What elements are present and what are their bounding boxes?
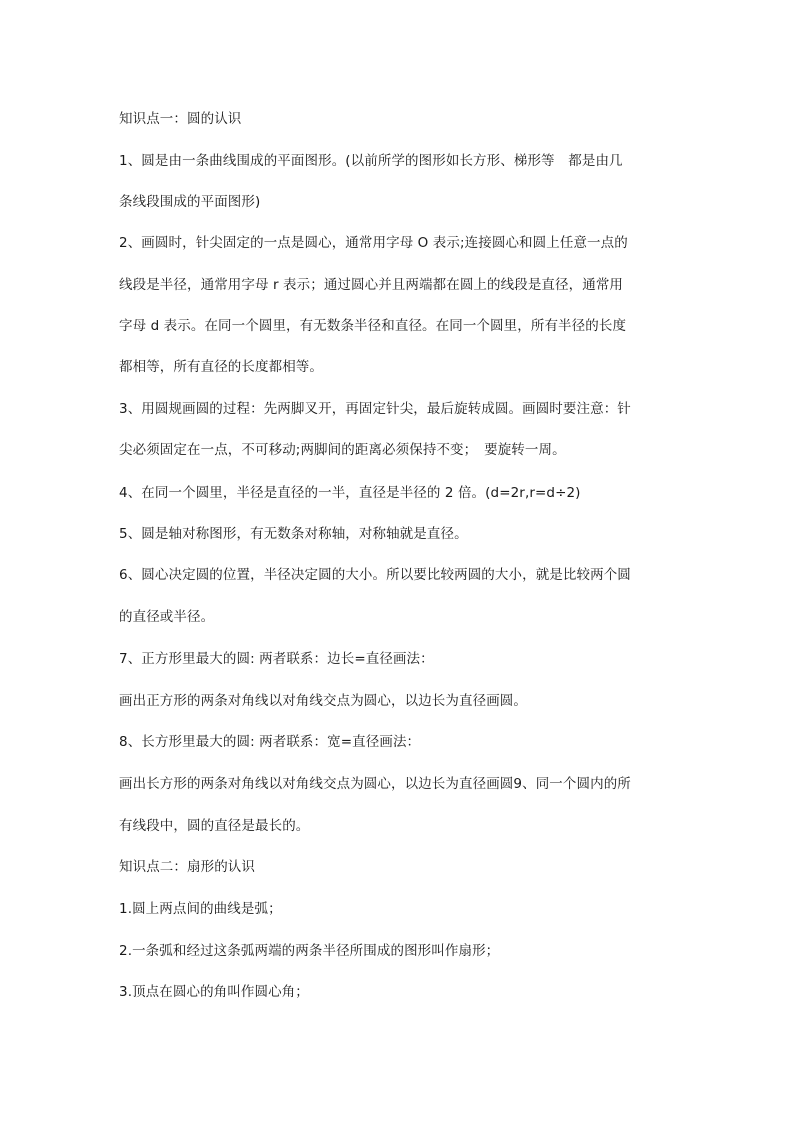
paragraph-line: 的直径或半径。	[119, 609, 215, 625]
paragraph-line: 3、用圆规画圆的过程：先两脚叉开，再固定针尖，最后旋转成圆。画圆时要注意：针	[119, 401, 631, 417]
paragraph-line: 6、圆心决定圆的位置，半径决定圆的大小。所以要比较两圆的大小，就是比较两个圆	[119, 567, 631, 583]
paragraph-line: 5、圆是轴对称图形，有无数条对称轴，对称轴就是直径。	[119, 526, 468, 542]
paragraph-line: 画出长方形的两条对角线以对角线交点为圆心，以边长为直径画圆9、同一个圆内的所	[119, 776, 631, 792]
paragraph-line: 1.圆上两点间的曲线是弧；	[119, 901, 282, 917]
paragraph-line: 有线段中，圆的直径是最长的。	[119, 818, 310, 834]
paragraph-line: 2、画圆时，针尖固定的一点是圆心，通常用字母 O 表示;连接圆心和圆上任意一点的	[119, 235, 628, 251]
paragraph-line: 条线段围成的平面图形)	[119, 194, 261, 210]
heading-knowledge-point-1: 知识点一：圆的认识	[119, 111, 242, 127]
paragraph-line: 4、在同一个圆里，半径是直径的一半，直径是半径的 2 倍。(d=2r,r=d÷2)	[119, 485, 581, 501]
paragraph-line: 字母 d 表示。在同一个圆里，有无数条半径和直径。在同一个圆里，所有半径的长度	[119, 318, 627, 334]
paragraph-line: 8、长方形里最大的圆: 两者联系：宽=直径画法：	[119, 734, 421, 750]
paragraph-line: 1、圆是由一条曲线围成的平面图形。(以前所学的图形如长方形、梯形等 都是由几	[119, 153, 623, 169]
paragraph-line: 7、正方形里最大的圆: 两者联系：边长=直径画法：	[119, 651, 434, 667]
paragraph-line: 2.一条弧和经过这条弧两端的两条半径所围成的图形叫作扇形；	[119, 943, 500, 959]
paragraph-line: 3.顶点在圆心的角叫作圆心角；	[119, 984, 309, 1000]
paragraph-line: 尖必须固定在一点，不可移动;两脚间的距离必须保持不变； 要旋转一周。	[119, 442, 566, 458]
paragraph-line: 都相等，所有直径的长度都相等。	[119, 359, 323, 375]
paragraph-line: 线段是半径，通常用字母 r 表示；通过圆心并且两端都在圆上的线段是直径，通常用	[119, 277, 624, 293]
heading-knowledge-point-2: 知识点二：扇形的认识	[119, 859, 255, 875]
paragraph-line: 画出正方形的两条对角线以对角线交点为圆心，以边长为直径画圆。	[119, 693, 527, 709]
